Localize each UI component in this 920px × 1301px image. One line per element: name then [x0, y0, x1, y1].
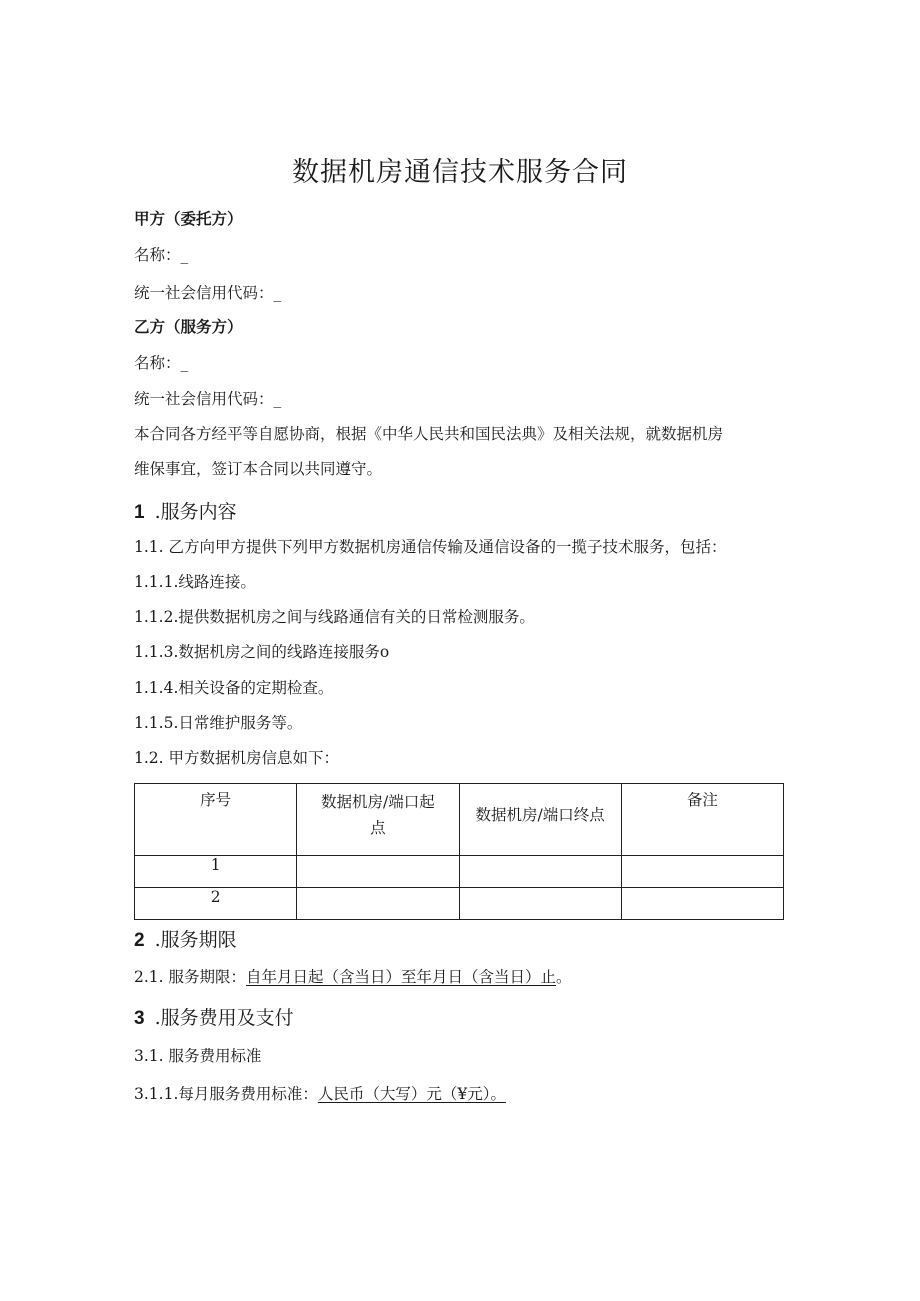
monthly-fee-value: 人民币（大写）元（¥元）。: [317, 1085, 506, 1103]
table-header-cell: 序号: [135, 784, 297, 856]
service-period-value: 自年月日起（含当日）至年月日（含当日）止: [246, 968, 557, 986]
table-cell[interactable]: [621, 856, 783, 888]
section-3-title: .服务费用及支付: [154, 1007, 294, 1029]
party-b-credit-code: 统一社会信用代码：_: [134, 390, 282, 408]
clause-1-1-5: 1.1.5.日常维护服务等。: [134, 714, 303, 732]
table-cell[interactable]: [297, 856, 459, 888]
data-room-table: [134, 783, 784, 920]
table-header-cell: 备注: [621, 784, 783, 856]
clause-3-1: 3.1. 服务费用标准: [134, 1047, 262, 1065]
table-cell[interactable]: [459, 888, 621, 920]
table-header-cell: 数据机房/端口起 点: [297, 784, 459, 856]
section-1-title: .服务内容: [154, 501, 237, 523]
clause-1-1: 1.1. 乙方向甲方提供下列甲方数据机房通信传输及通信设备的一揽子技术服务，包括：: [134, 538, 727, 556]
table-header-row: [135, 784, 784, 856]
section-3-number: 3: [134, 1008, 145, 1029]
clause-1-1-4: 1.1.4.相关设备的定期检查。: [134, 679, 334, 697]
party-a-name: 名称：_: [134, 246, 189, 264]
table-cell-no: 1: [135, 856, 297, 888]
table-row: [135, 856, 784, 888]
table-row: [135, 888, 784, 920]
preamble-line-1: 本合同各方经平等自愿协商，根据《中华人民共和国民法典》及相关法规，就数据机房: [134, 425, 724, 443]
table-header-cell: 数据机房/端口终点: [459, 784, 621, 856]
clause-2-1: [134, 965, 572, 987]
clause-3-1-1-label: 3.1.1.每月服务费用标准：: [134, 1085, 318, 1103]
clause-2-1-label: 2.1. 服务期限：: [134, 968, 247, 986]
clause-1-1-2: 1.1.2.提供数据机房之间与线路通信有关的日常检测服务。: [134, 608, 535, 626]
party-b-heading: 乙方（服务方）: [134, 317, 243, 336]
document-title: 数据机房通信技术服务合同: [292, 157, 628, 188]
party-b-name: 名称：_: [134, 354, 189, 372]
party-a-heading: 甲方（委托方）: [134, 209, 243, 228]
party-a-credit-code: 统一社会信用代码：_: [134, 284, 282, 302]
table-cell-no: 2: [135, 888, 297, 920]
section-2-title: .服务期限: [154, 929, 237, 951]
section-1-number: 1: [134, 502, 145, 523]
clause-3-1-1: [134, 1082, 506, 1104]
section-1-heading: [134, 497, 237, 524]
table-cell[interactable]: [297, 888, 459, 920]
section-3-heading: [134, 1003, 294, 1030]
clause-1-1-3: 1.1.3.数据机房之间的线路连接服务o: [134, 643, 390, 661]
clause-1-2: 1.2. 甲方数据机房信息如下：: [134, 749, 340, 767]
clause-1-1-1: 1.1.1.线路连接。: [134, 573, 256, 591]
preamble-line-2: 维保事宜，签订本合同以共同遵守。: [134, 460, 383, 478]
table-cell[interactable]: [459, 856, 621, 888]
table-cell[interactable]: [621, 888, 783, 920]
section-2-number: 2: [134, 930, 145, 951]
clause-2-1-end: 。: [556, 968, 572, 986]
section-2-heading: [134, 925, 237, 952]
